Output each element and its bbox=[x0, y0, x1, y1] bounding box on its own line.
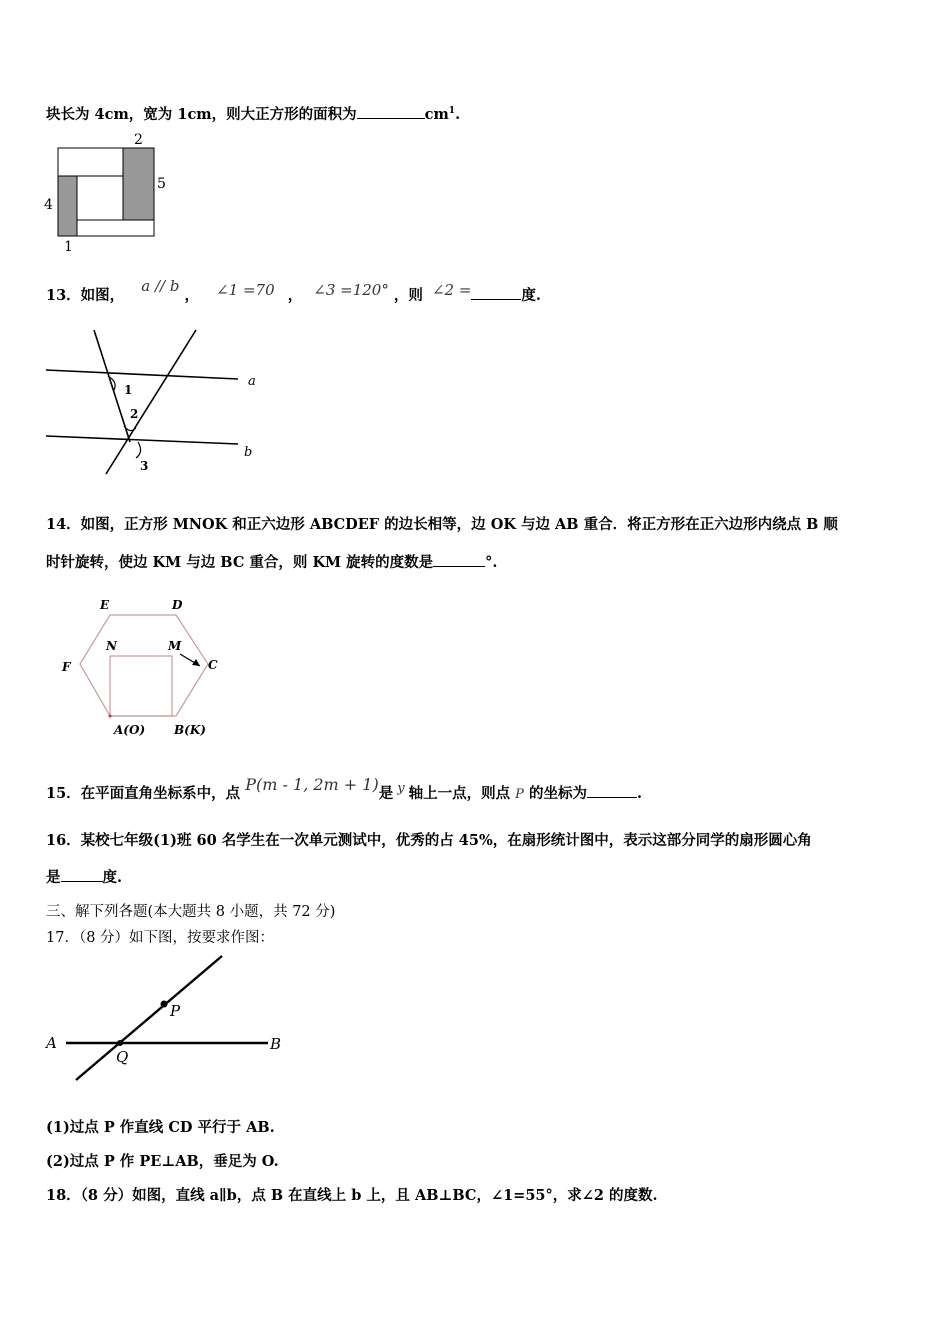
q16-line1: 16．某校七年级(1)班 60 名学生在一次单元测试中，优秀的占 45%，在扇形统计图中，表示这部分同学的扇形圆心角 bbox=[46, 832, 812, 849]
label-E: E bbox=[100, 598, 110, 612]
q12-answer-blank[interactable] bbox=[357, 118, 425, 119]
q17-step2: (2)过点 P 作 PE⊥AB，垂足为 O. bbox=[46, 1153, 279, 1170]
label-Q: Q bbox=[116, 1048, 129, 1066]
figure-13-parallel-lines bbox=[40, 322, 280, 482]
line-a bbox=[46, 370, 238, 379]
q18-text: 18．（8 分）如图，直线 a∥b，点 B 在直线上 b 上，且 AB⊥BC，∠1=55°，求∠2 的度数. bbox=[46, 1187, 658, 1204]
angle-label-2: 2 bbox=[130, 407, 139, 421]
square bbox=[110, 656, 172, 716]
inner-square bbox=[77, 176, 123, 220]
q16-line2: 是 度. bbox=[46, 869, 123, 886]
angle-label-3: 3 bbox=[140, 459, 149, 473]
q13-text: 13．如图， a // b ， ∠1 =70 ， ∠3 =120° ，则 ∠2 = 度. bbox=[46, 277, 541, 304]
q14-answer-blank[interactable] bbox=[433, 566, 485, 567]
line-b bbox=[46, 436, 238, 444]
label-4: 4 bbox=[44, 197, 53, 213]
label-5: 5 bbox=[157, 176, 166, 192]
label-B: B bbox=[270, 1035, 282, 1053]
q16-answer-blank[interactable] bbox=[61, 881, 103, 882]
label-D: D bbox=[172, 598, 183, 612]
figure-17-lines bbox=[40, 952, 300, 1092]
transversal-right bbox=[106, 330, 196, 474]
label-N: N bbox=[106, 639, 117, 653]
figure-14-hexagon-square bbox=[58, 594, 238, 744]
shaded-rect-right bbox=[123, 148, 154, 220]
angle-label-1: 1 bbox=[124, 383, 133, 397]
label-B-K: B(K) bbox=[174, 723, 206, 737]
q17-title: 17．（8 分）如下图，按要求作图： bbox=[46, 930, 275, 946]
label-a: a bbox=[248, 374, 256, 389]
label-C: C bbox=[208, 658, 218, 672]
label-A: A bbox=[46, 1034, 57, 1052]
hexagon bbox=[80, 615, 208, 716]
point-Q bbox=[117, 1040, 123, 1046]
q14-line1: 14．如图，正方形 MNOK 和正六边形 ABCDEF 的边长相等，边 OK 与边 AB 重合．将正方形在正六边形内绕点 B 顺 bbox=[46, 516, 838, 533]
section-3-heading: 三、解下列各题(本大题共 8 小题，共 72 分) bbox=[46, 904, 336, 920]
shaded-rect-left bbox=[58, 176, 77, 236]
q15-answer-blank[interactable] bbox=[587, 797, 637, 798]
label-1: 1 bbox=[64, 239, 73, 255]
q12-text: 块长为 4cm，宽为 1cm，则大正方形的面积为 $cm^1$. bbox=[46, 106, 461, 123]
figure-12-squares bbox=[40, 128, 170, 258]
point-P bbox=[161, 1001, 168, 1008]
label-F: F bbox=[62, 660, 71, 674]
label-P: P bbox=[170, 1002, 181, 1020]
label-2: 2 bbox=[134, 132, 143, 148]
label-b: b bbox=[244, 445, 253, 460]
q15-text: 15．在平面直角坐标系中，点 P(m - 1, 2m + 1)是 y 轴上一点，则点 P 的坐标为 . bbox=[46, 775, 643, 802]
q17-step1: (1)过点 P 作直线 CD 平行于 AB. bbox=[46, 1119, 275, 1136]
label-M: M bbox=[168, 639, 182, 653]
q14-line2: 时针旋转，使边 KM 与边 BC 重合，则 KM 旋转的度数是 °. bbox=[46, 554, 498, 571]
q13-answer-blank[interactable] bbox=[471, 299, 521, 300]
label-A-O: A(O) bbox=[114, 723, 146, 737]
line-PQ bbox=[76, 956, 222, 1080]
